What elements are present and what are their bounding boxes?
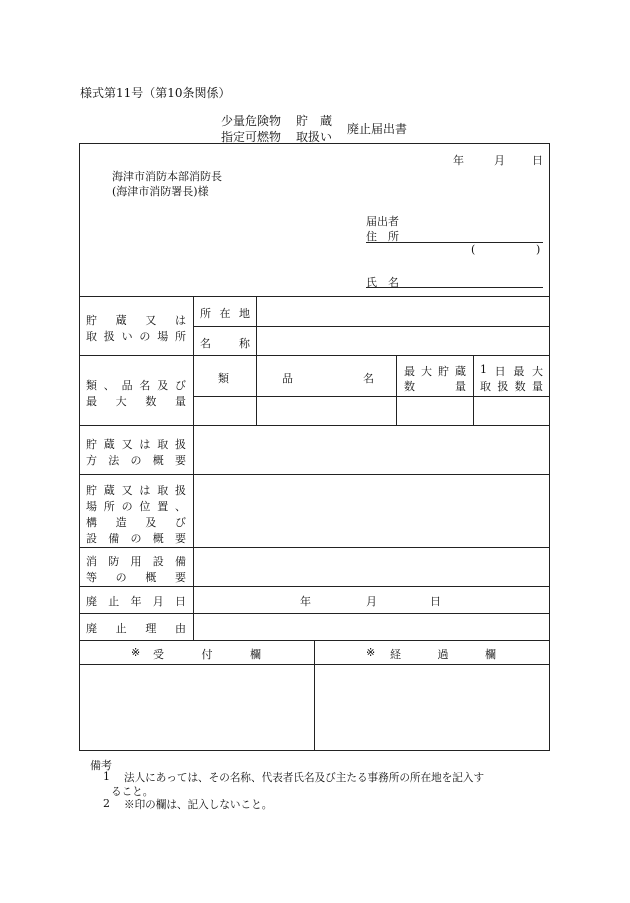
header-year: 年 [453, 154, 464, 167]
category-col-divider [396, 355, 397, 425]
title-line2-a: 指定可燃物 [221, 130, 282, 144]
facility-label-3: 構 造 及 び [86, 516, 186, 529]
paren-open: ( [471, 243, 476, 256]
firefighting-label-1: 消 防 用 設 備 [86, 555, 186, 568]
note2-number: 2 [103, 797, 110, 810]
facility-label-1: 貯 蔵 又 は 取 扱 [86, 484, 186, 497]
abolition-day: 日 [430, 595, 441, 608]
form-number: 様式第11号（第10条関係） [80, 86, 231, 100]
row-line [79, 474, 550, 475]
abolition-date-label: 廃 止 年 月 日 [86, 595, 186, 608]
reception-mark: ※ [131, 646, 141, 659]
abolition-month: 月 [366, 595, 377, 608]
addressee-line1: 海津市消防本部消防長 [112, 170, 222, 183]
progress-label: 経 過 欄 [390, 648, 496, 661]
row-line [79, 296, 550, 297]
note2-text: ※印の欄は、記入しないこと。 [124, 799, 273, 811]
row-line [79, 355, 550, 356]
label-column-divider [193, 296, 194, 640]
place-name-label: 名 称 [200, 337, 250, 350]
category-label-1: 類 、 品 名 及 び [86, 379, 186, 392]
row-line [79, 547, 550, 548]
abolition-reason-label: 廃 止 理 由 [86, 622, 186, 635]
address-underline [366, 242, 543, 243]
method-label-2: 方 法 の 概 要 [86, 454, 186, 467]
addressee-line2: (海津市消防署長)様 [112, 185, 209, 198]
facility-label-2: 場 所 の 位 置 、 [86, 500, 186, 513]
sublabel-column-divider [256, 296, 257, 355]
col-daily-1: 1 日 最 大 [480, 363, 543, 378]
col-item: 品 [282, 372, 293, 385]
col-class: 類 [218, 372, 229, 385]
note1-line2: ること。 [111, 786, 154, 798]
row-line [79, 586, 550, 587]
name-label: 氏 名 [366, 276, 399, 289]
applicant-label: 届出者 [366, 215, 399, 228]
storage-place-label-1: 貯 蔵 又 は [86, 314, 186, 327]
storage-place-label-2: 取 扱 い の 場 所 [86, 330, 186, 343]
notes-heading: 備考 [90, 759, 112, 772]
progress-mark: ※ [366, 646, 376, 659]
note1-number: 1 [103, 770, 110, 783]
title-line1-a: 少量危険物 [221, 114, 282, 128]
category-col-divider [256, 355, 257, 425]
paren-close: ) [536, 243, 541, 256]
col-max-storage-2a: 数 [404, 380, 415, 393]
row-line [79, 425, 550, 426]
reception-label: 受 付 欄 [153, 648, 261, 661]
method-label-1: 貯 蔵 又 は 取 扱 [86, 438, 186, 451]
category-label-2: 最 大 数 量 [86, 395, 186, 408]
row-line [79, 613, 550, 614]
title-line1-b: 貯 蔵 [296, 114, 333, 128]
title-line2-b: 取扱い [296, 130, 333, 144]
note1-line1: 法人にあっては、その名称、代表者氏名及び主たる事務所の所在地を記入す [124, 772, 485, 784]
row-line-partial [193, 326, 550, 327]
name-underline [366, 287, 543, 288]
header-month: 月 [494, 154, 505, 167]
header-day: 日 [532, 154, 543, 167]
bottom-col-divider [314, 640, 315, 751]
title-suffix: 廃止届出書 [347, 122, 408, 136]
facility-label-4: 設 備 の 概 要 [86, 532, 186, 545]
row-line-partial [193, 396, 550, 397]
col-max-storage-1: 最 大 貯 蔵 [404, 365, 466, 378]
abolition-year: 年 [300, 595, 311, 608]
col-max-storage-2b: 量 [455, 380, 466, 393]
address-label: 住 所 [366, 230, 399, 243]
col-item2: 名 [363, 372, 374, 385]
col-daily-2: 取 扱 数 量 [480, 380, 543, 393]
category-col-divider [473, 355, 474, 425]
firefighting-label-2: 等 の 概 要 [86, 571, 186, 584]
location-label: 所 在 地 [200, 307, 250, 320]
